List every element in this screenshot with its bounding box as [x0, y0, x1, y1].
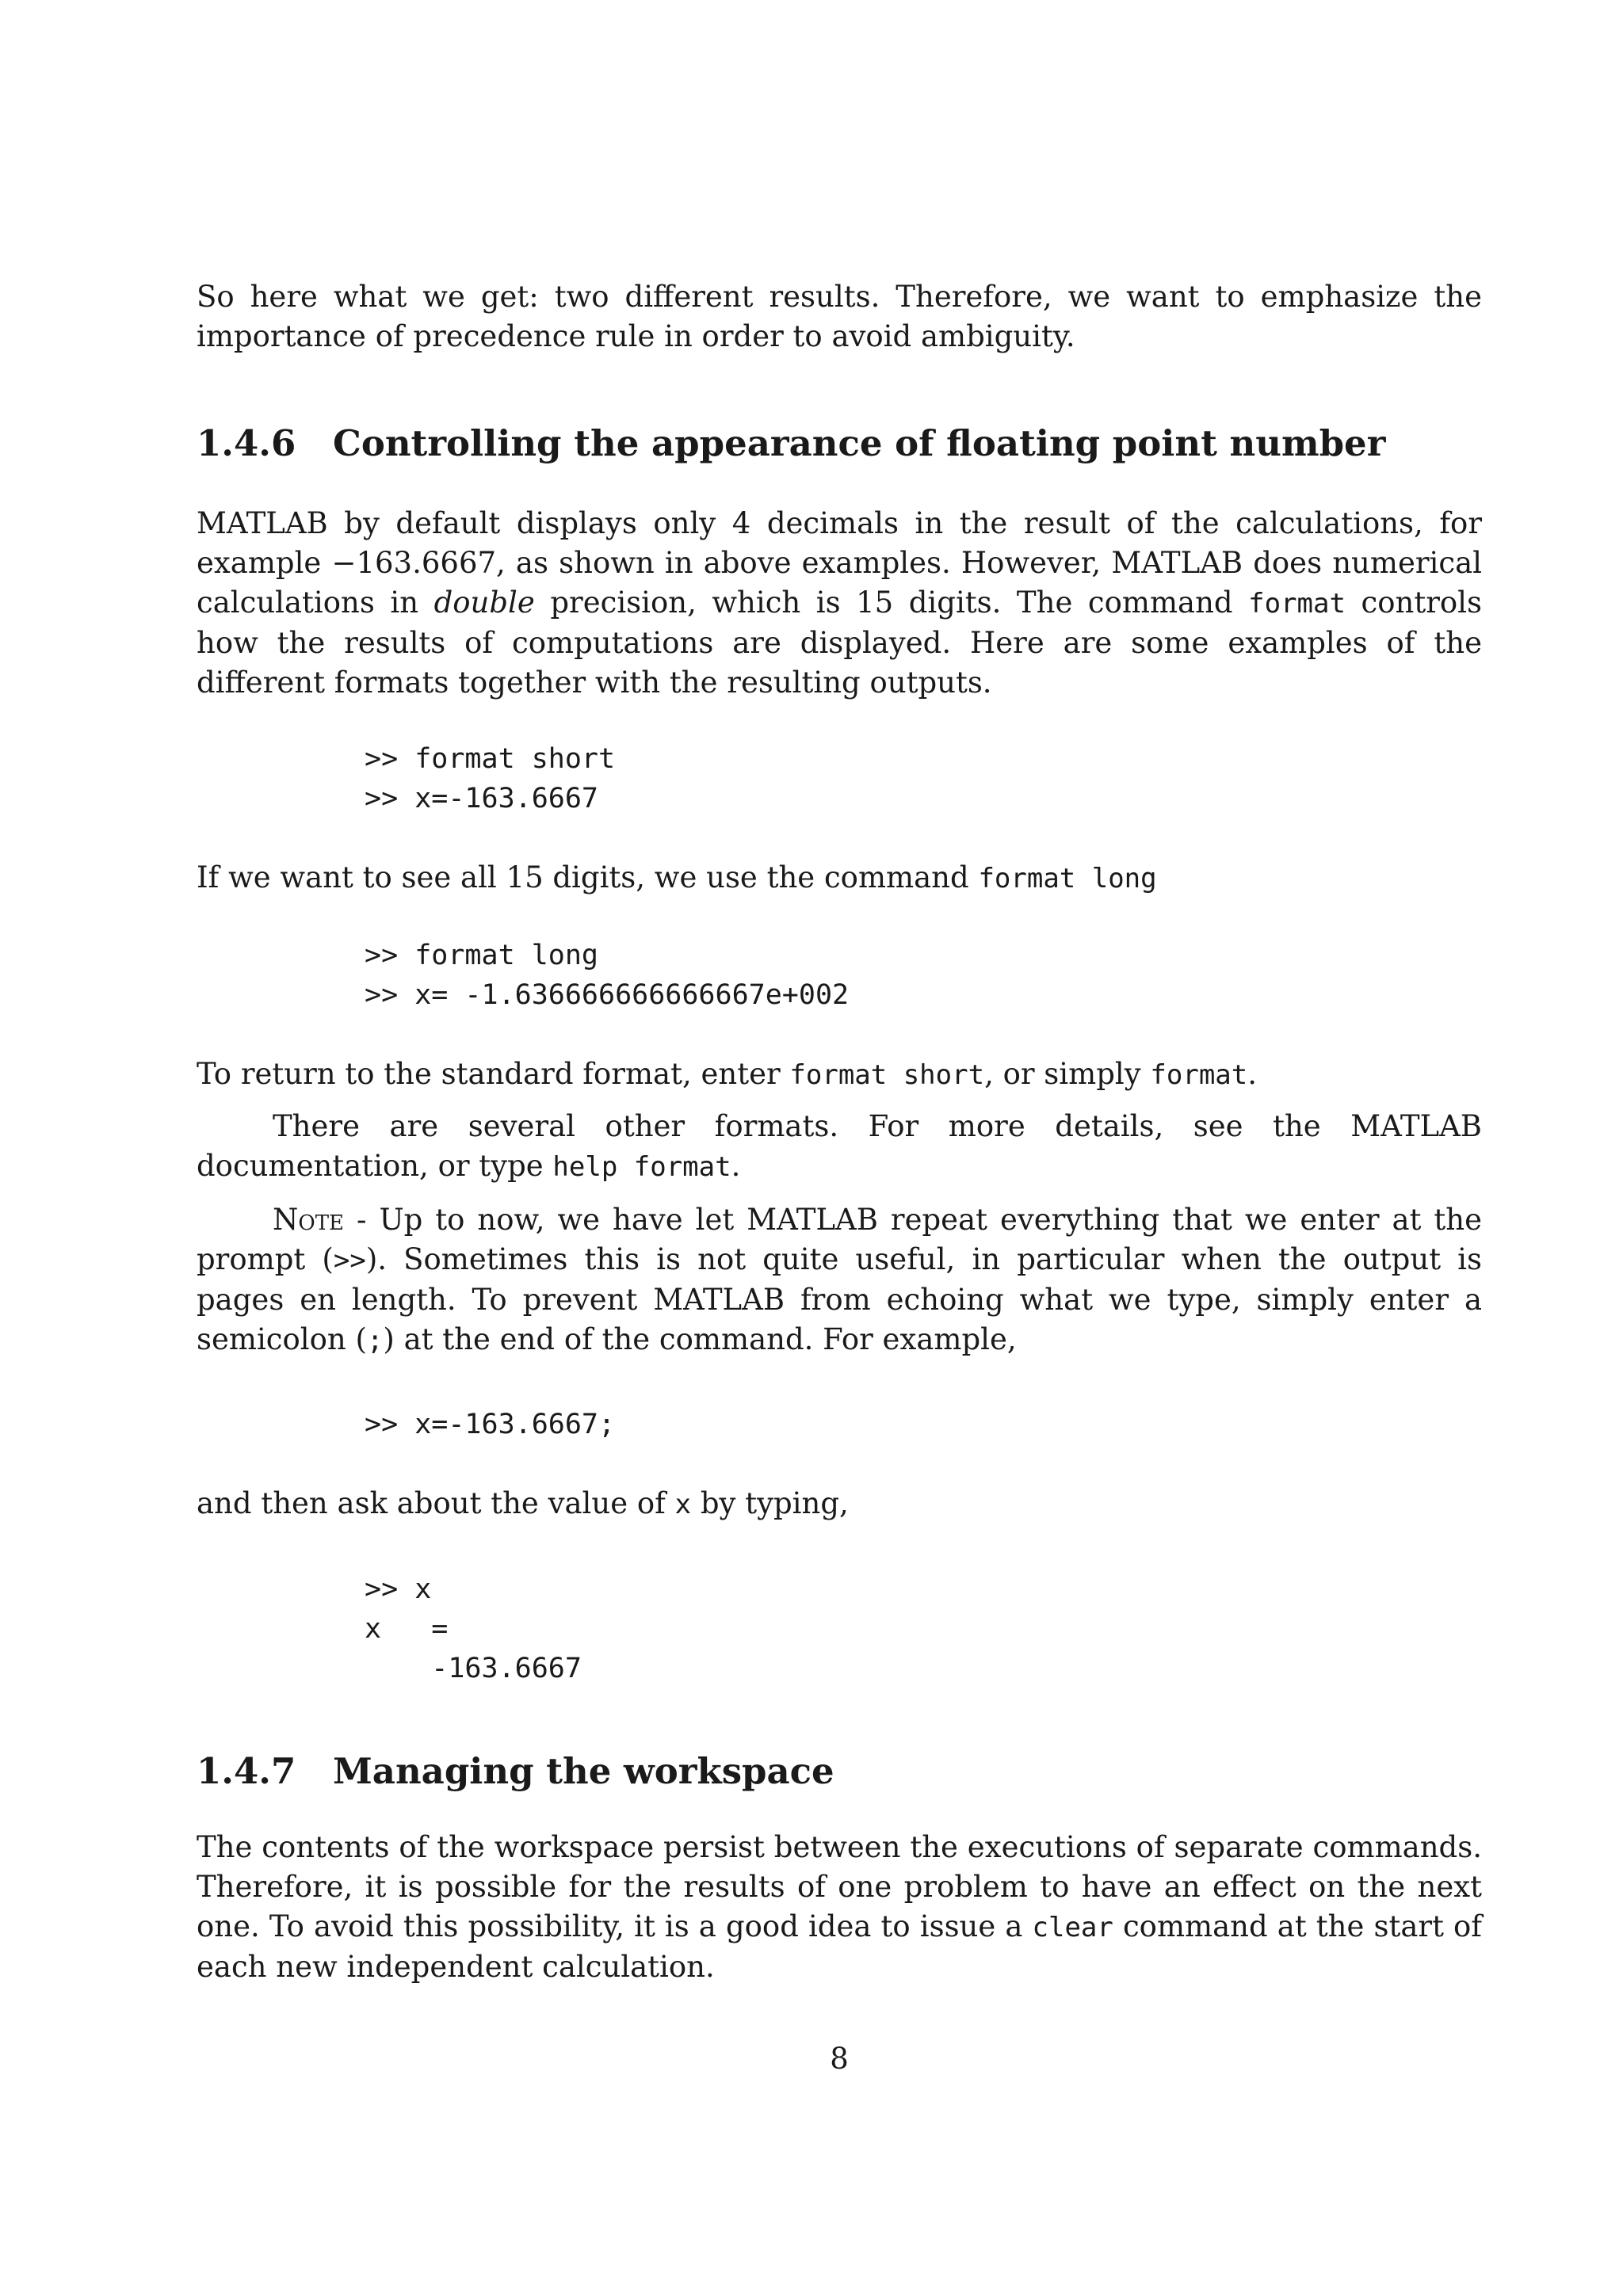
- section-heading-1-4-7: [197, 1748, 834, 1795]
- inline-code-format: format: [1248, 588, 1346, 620]
- code-block-format-short: >> format short >> x=-163.6667: [365, 743, 616, 814]
- section-title: Managing the workspace: [333, 1750, 834, 1792]
- text-span: MATLAB by default displays only 4 decimals in the result of the calculations, for example −163.6667, as shown in above examples. However, MATLAB does numerical calculations in: [197, 506, 1482, 620]
- text-span: controls how the results of computations are displayed. Here are some examples of the different formats together with the resulting outputs.: [197, 585, 1482, 700]
- text-span: , or simply: [984, 1057, 1151, 1091]
- paragraph-format-intro: [197, 504, 1482, 703]
- text-span: If we want to see all 15 digits, we use the command: [197, 860, 979, 894]
- text-span: To return to the standard format, enter: [197, 1057, 790, 1091]
- text-span: precision, which is 15 digits. The command: [534, 585, 1249, 620]
- text-span: - Up to now, we have let MATLAB repeat everything that we enter at the prompt (: [197, 1203, 1482, 1276]
- inline-code-help-format: help format: [552, 1151, 731, 1183]
- text-span: .: [1247, 1057, 1257, 1091]
- emphasis-double: double: [433, 585, 535, 620]
- note-label: Note: [273, 1203, 345, 1237]
- inline-code-x: x: [674, 1489, 692, 1520]
- section-number: 1.4.6: [197, 422, 296, 464]
- section-title: Controlling the appearance of floating point number: [333, 422, 1386, 464]
- text-span: by typing,: [691, 1486, 849, 1520]
- text-span: The contents of the workspace persist between the executions of separate commands. Therefore, it is possible for the results of one problem to have an effect on the next one. To avoid this possibility, it is a good idea to issue a: [197, 1830, 1482, 1943]
- section-number: 1.4.7: [197, 1750, 296, 1792]
- paragraph-ask-value: [197, 1484, 1482, 1524]
- inline-code-semicolon: ;: [366, 1325, 384, 1356]
- section-heading-1-4-6: [197, 420, 1385, 467]
- paragraph-note: [197, 1200, 1482, 1360]
- text-span: .: [731, 1149, 741, 1183]
- paragraph-return-standard: [197, 1055, 1482, 1095]
- text-span: and then ask about the value of: [197, 1486, 675, 1520]
- inline-code-format-short: format short: [789, 1059, 985, 1091]
- inline-code-format-long: format long: [978, 863, 1157, 894]
- page-number: 8: [830, 2042, 849, 2076]
- code-block-x-value: >> x x = -163.6667: [365, 1573, 582, 1684]
- code-block-format-long: >> format long >> x= -1.636666666666667e+002: [365, 940, 850, 1011]
- inline-code-format: format: [1150, 1059, 1248, 1091]
- paragraph-precedence: So here what we get: two different results. Therefore, we want to emphasize the importance of precedence rule in order to avoid ambiguity.: [197, 280, 1482, 353]
- document-page: [197, 0, 1482, 2296]
- paragraph-other-formats: [197, 1107, 1482, 1187]
- text-span: There are several other formats. For more details, see the MATLAB documentation, or type: [197, 1109, 1482, 1183]
- inline-code-prompt: >>: [333, 1245, 366, 1276]
- text-span: command at the start of each new independent calculation.: [197, 1909, 1483, 1984]
- code-block-semicolon: >> x=-163.6667;: [365, 1409, 616, 1440]
- inline-code-clear: clear: [1032, 1912, 1113, 1943]
- paragraph-format-long: [197, 858, 1482, 898]
- text-span: ) at the end of the command. For example,: [383, 1322, 1017, 1356]
- paragraph-workspace: [197, 1828, 1482, 1987]
- text-span: ). Sometimes this is not quite useful, in particular when the output is pages en length. To prevent MATLAB from echoing what we type, simply enter a semicolon (: [197, 1242, 1483, 1356]
